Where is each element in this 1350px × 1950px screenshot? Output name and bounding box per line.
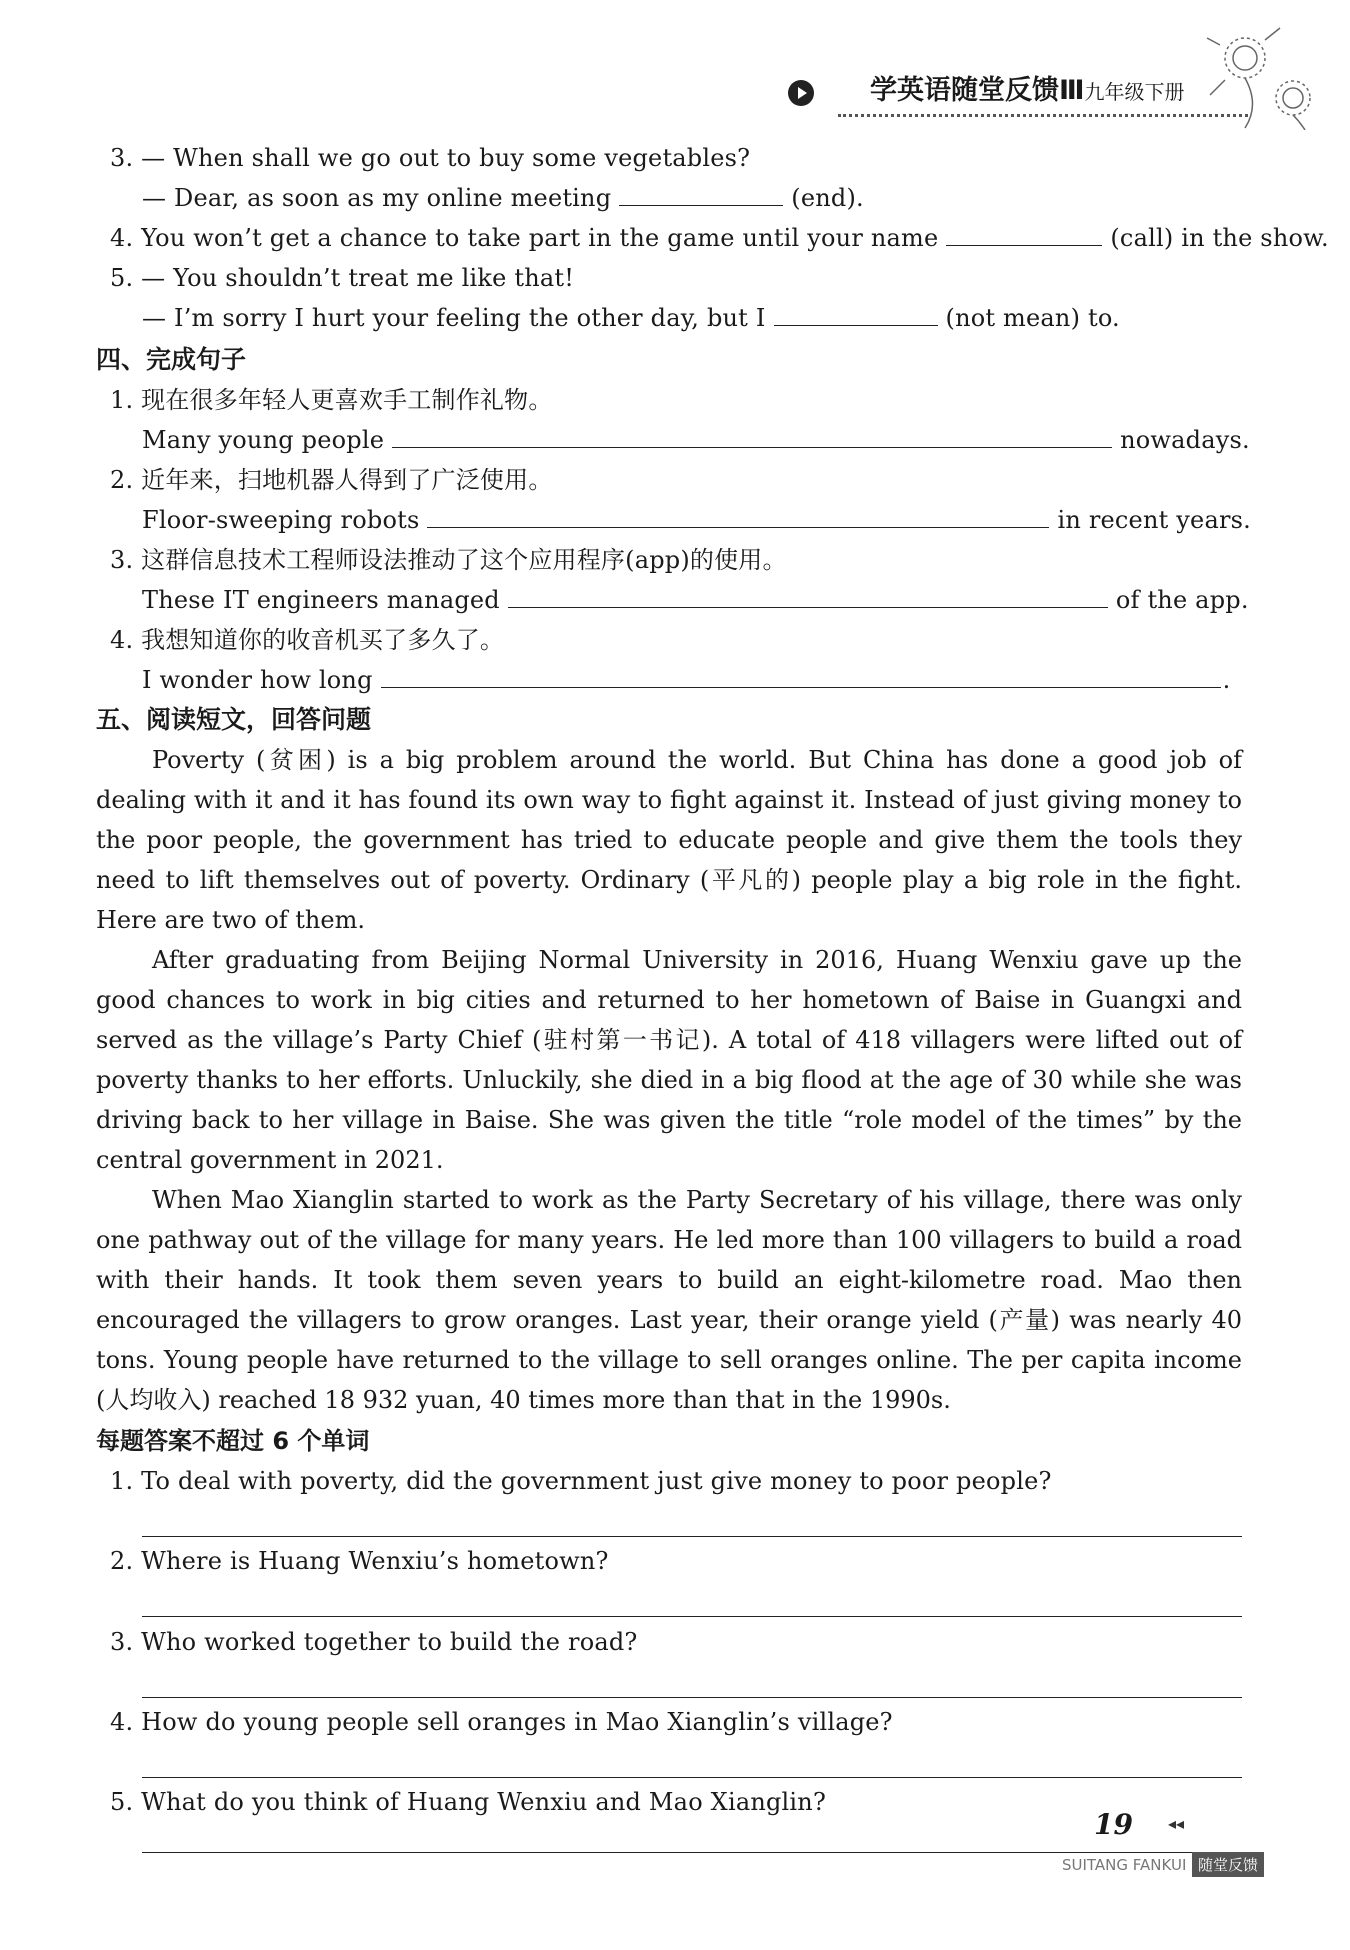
- question-4-blank[interactable]: [946, 221, 1102, 246]
- s4-item-4-prefix: I wonder how long: [142, 666, 373, 694]
- s4-item-2-prefix: Floor-sweeping robots: [142, 506, 420, 534]
- question-3-hint: (end).: [791, 184, 864, 212]
- s4-item-4-english: [142, 663, 1231, 697]
- play-icon: [788, 80, 814, 106]
- question-5-answer-line: [142, 301, 1120, 335]
- question-3-text: — Dear, as soon as my online meeting: [142, 184, 612, 212]
- header-dotted-rule: [838, 114, 1248, 117]
- question-5-blank[interactable]: [774, 301, 938, 326]
- header-title: [870, 74, 1185, 109]
- s4-item-4-blank[interactable]: [381, 663, 1221, 688]
- passage-paragraph-2: After graduating from Beijing Normal University in 2016, Huang Wenxiu gave up the good chances to work in big cities and returned to her hometown of Baise in Guangxi and served as the village’s Party Chief (驻村第一书记). A total of 418 villagers were lifted out of poverty thanks to her efforts. Unluckily, she died in a big flood at the age of 30 while she was driving back to her village in Baise. She was given the title “role model of the times” by the central government in 2021.: [96, 946, 1242, 1174]
- s4-item-3-english: [142, 583, 1249, 617]
- s4-item-2-blank[interactable]: [427, 503, 1049, 528]
- s4-item-4-suffix: .: [1222, 666, 1231, 694]
- passage-paragraph-1: Poverty (贫困) is a big problem around the world. But China has done a good job of dealing with it and it has found its own way to fight against it. Instead of just giving money to the poor people, the government has tried to educate people and give them the tools they need to lift themselves out of poverty. Ordinary (平凡的) people play a big role in the fight. Here are two of them.: [96, 746, 1242, 934]
- reading-question-2: 2. Where is Huang Wenxiu’s hometown?: [110, 1547, 609, 1575]
- footer-brand-badge: 随堂反馈: [1192, 1852, 1264, 1877]
- s4-item-3-chinese: 3. 这群信息技术工程师设法推动了这个应用程序(app)的使用。: [110, 546, 787, 574]
- book-grade: 九年级下册: [1084, 80, 1185, 104]
- reading-answer-line-3[interactable]: [142, 1697, 1242, 1698]
- question-4-text: 4. You won’t get a chance to take part in the game until your name: [110, 224, 939, 252]
- reading-question-4: 4. How do young people sell oranges in Mao Xianglin’s village?: [110, 1708, 893, 1736]
- s4-item-4-chinese: 4. 我想知道你的收音机买了多久了。: [110, 626, 505, 654]
- s4-item-3-prefix: These IT engineers managed: [142, 586, 500, 614]
- footer-brand-latin: SUITANG FANKUI: [1062, 1856, 1187, 1874]
- section-4-heading: 四、完成句子: [96, 345, 247, 374]
- s4-item-3-suffix: of the app.: [1115, 586, 1249, 614]
- book-title: 学英语随堂反馈Ⅲ: [870, 75, 1085, 106]
- reading-answer-line-2[interactable]: [142, 1616, 1242, 1617]
- reading-question-5: 5. What do you think of Huang Wenxiu and Mao Xianglin?: [110, 1788, 827, 1816]
- question-3-answer-line: [142, 181, 864, 215]
- s4-item-1-english: [142, 423, 1250, 457]
- question-4-line: [110, 221, 1329, 255]
- section-5-heading: 五、阅读短文，回答问题: [96, 705, 372, 734]
- reading-answer-line-1[interactable]: [142, 1536, 1242, 1537]
- s4-item-2-suffix: in recent years.: [1057, 506, 1251, 534]
- s4-item-1-suffix: nowadays.: [1120, 426, 1250, 454]
- reading-answer-line-5[interactable]: [142, 1852, 1242, 1853]
- question-5-prompt: 5. — You shouldn’t treat me like that!: [110, 264, 575, 292]
- s4-item-1-chinese: 1. 现在很多年轻人更喜欢手工制作礼物。: [110, 386, 553, 414]
- reading-question-3: 3. Who worked together to build the road?: [110, 1628, 638, 1656]
- sunflower-decoration-icon: [1205, 20, 1325, 130]
- s4-item-1-blank[interactable]: [392, 423, 1112, 448]
- question-3-prompt: 3. — When shall we go out to buy some vegetables?: [110, 144, 751, 172]
- passage-paragraph-3: When Mao Xianglin started to work as the Party Secretary of his village, there was only one pathway out of the village for many years. He led more than 100 villagers to build a road with their hands. It took them seven years to build an eight-kilometre road. Mao then encouraged the villagers to grow oranges. Last year, their orange yield (产量) was nearly 40 tons. Young people have returned to the village to sell oranges online. The per capita income (人均收入) reached 18 932 yuan, 40 times more than that in the 1990s.: [96, 1186, 1242, 1414]
- back-arrows-icon: ◂◂: [1168, 1814, 1185, 1833]
- answer-word-limit-note: 每题答案不超过 6 个单词: [96, 1427, 370, 1455]
- s4-item-2-english: [142, 503, 1251, 537]
- page-number: 19: [1094, 1808, 1133, 1841]
- reading-answer-line-4[interactable]: [142, 1777, 1242, 1778]
- question-3-blank[interactable]: [619, 181, 783, 206]
- question-5-hint: (not mean) to.: [945, 304, 1120, 332]
- s4-item-1-prefix: Many young people: [142, 426, 385, 454]
- s4-item-3-blank[interactable]: [508, 583, 1108, 608]
- question-4-hint: (call) in the show.: [1110, 224, 1329, 252]
- reading-question-1: 1. To deal with poverty, did the government just give money to poor people?: [110, 1467, 1052, 1495]
- question-5-text: — I’m sorry I hurt your feeling the other day, but I: [142, 304, 766, 332]
- s4-item-2-chinese: 2. 近年来，扫地机器人得到了广泛使用。: [110, 466, 553, 494]
